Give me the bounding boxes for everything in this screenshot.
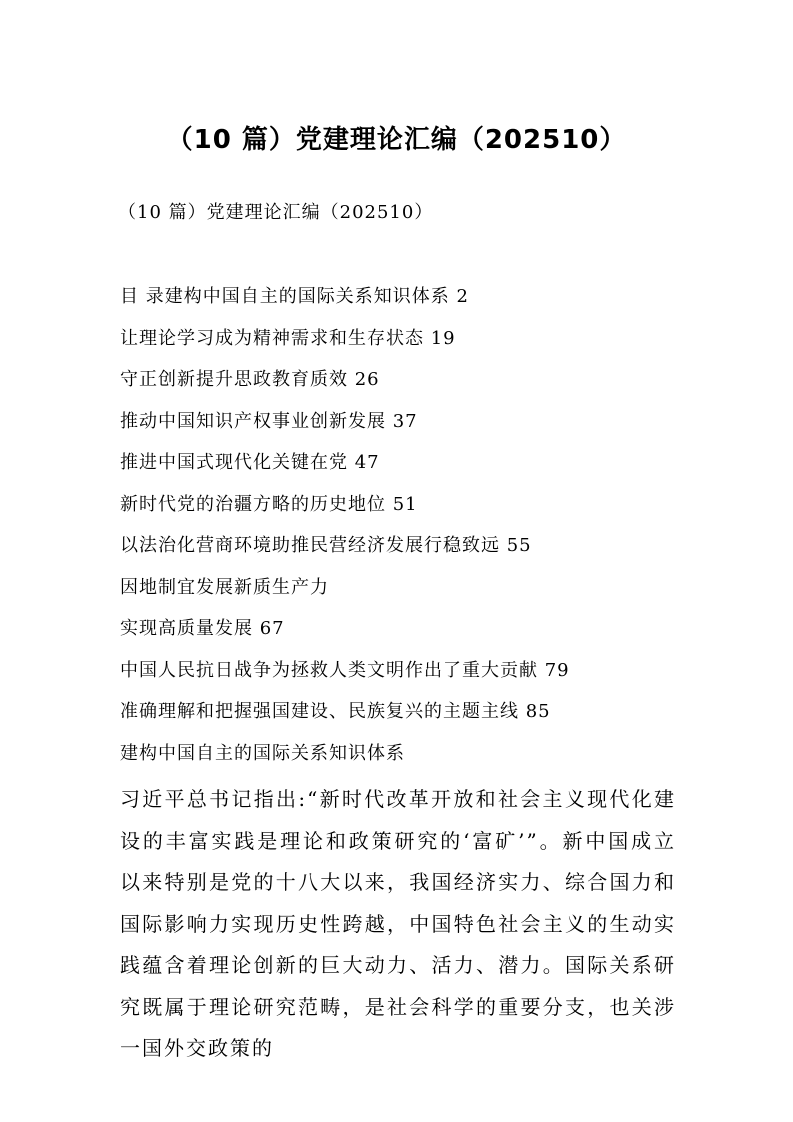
toc-entry: 让理论学习成为精神需求和生存状态 19 xyxy=(120,327,456,349)
toc-entry: 中国人民抗日战争为拯救人类文明作出了重大贡献 79 xyxy=(120,659,570,681)
document-title: （10 篇）党建理论汇编（202510） xyxy=(166,125,627,155)
toc-entry: 准确理解和把握强国建设、民族复兴的主题主线 85 xyxy=(120,701,551,722)
toc-entry: 因地制宜发展新质生产力 xyxy=(120,576,329,598)
table-of-contents xyxy=(120,281,680,779)
document-subtitle: （10 篇）党建理论汇编（202510） xyxy=(118,202,434,223)
toc-entry: 实现高质量发展 67 xyxy=(120,618,285,639)
toc-entry: 新时代党的治疆方略的历史地位 51 xyxy=(120,493,418,515)
section-heading: 建构中国自主的国际关系知识体系 xyxy=(120,742,405,764)
toc-entry: 以法治化营商环境助推民营经济发展行稳致远 55 xyxy=(120,535,532,556)
toc-entry: 守正创新提升思政教育质效 26 xyxy=(120,369,380,390)
body-paragraph: 习近平总书记指出:“新时代改革开放和社会主义现代化建设的丰富实践是理论和政策研究的‘富矿’”。新中国成立以来特别是党的十八大以来，我国经济实力、综合国力和国际影响力实现历史性跨越，中国特色社会主义的生动实践蕴含着理论创新的巨大动力、活力、潜力。国际关系研究既属于理论研究范畴，是社会科学的重要分支，也关涉一国外交政策的 xyxy=(120,787,676,1060)
toc-entry: 推进中国式现代化关键在党 47 xyxy=(120,452,380,473)
toc-entry: 目 录建构中国自主的国际关系知识体系 2 xyxy=(120,286,469,307)
toc-entry: 推动中国知识产权事业创新发展 37 xyxy=(120,410,418,432)
